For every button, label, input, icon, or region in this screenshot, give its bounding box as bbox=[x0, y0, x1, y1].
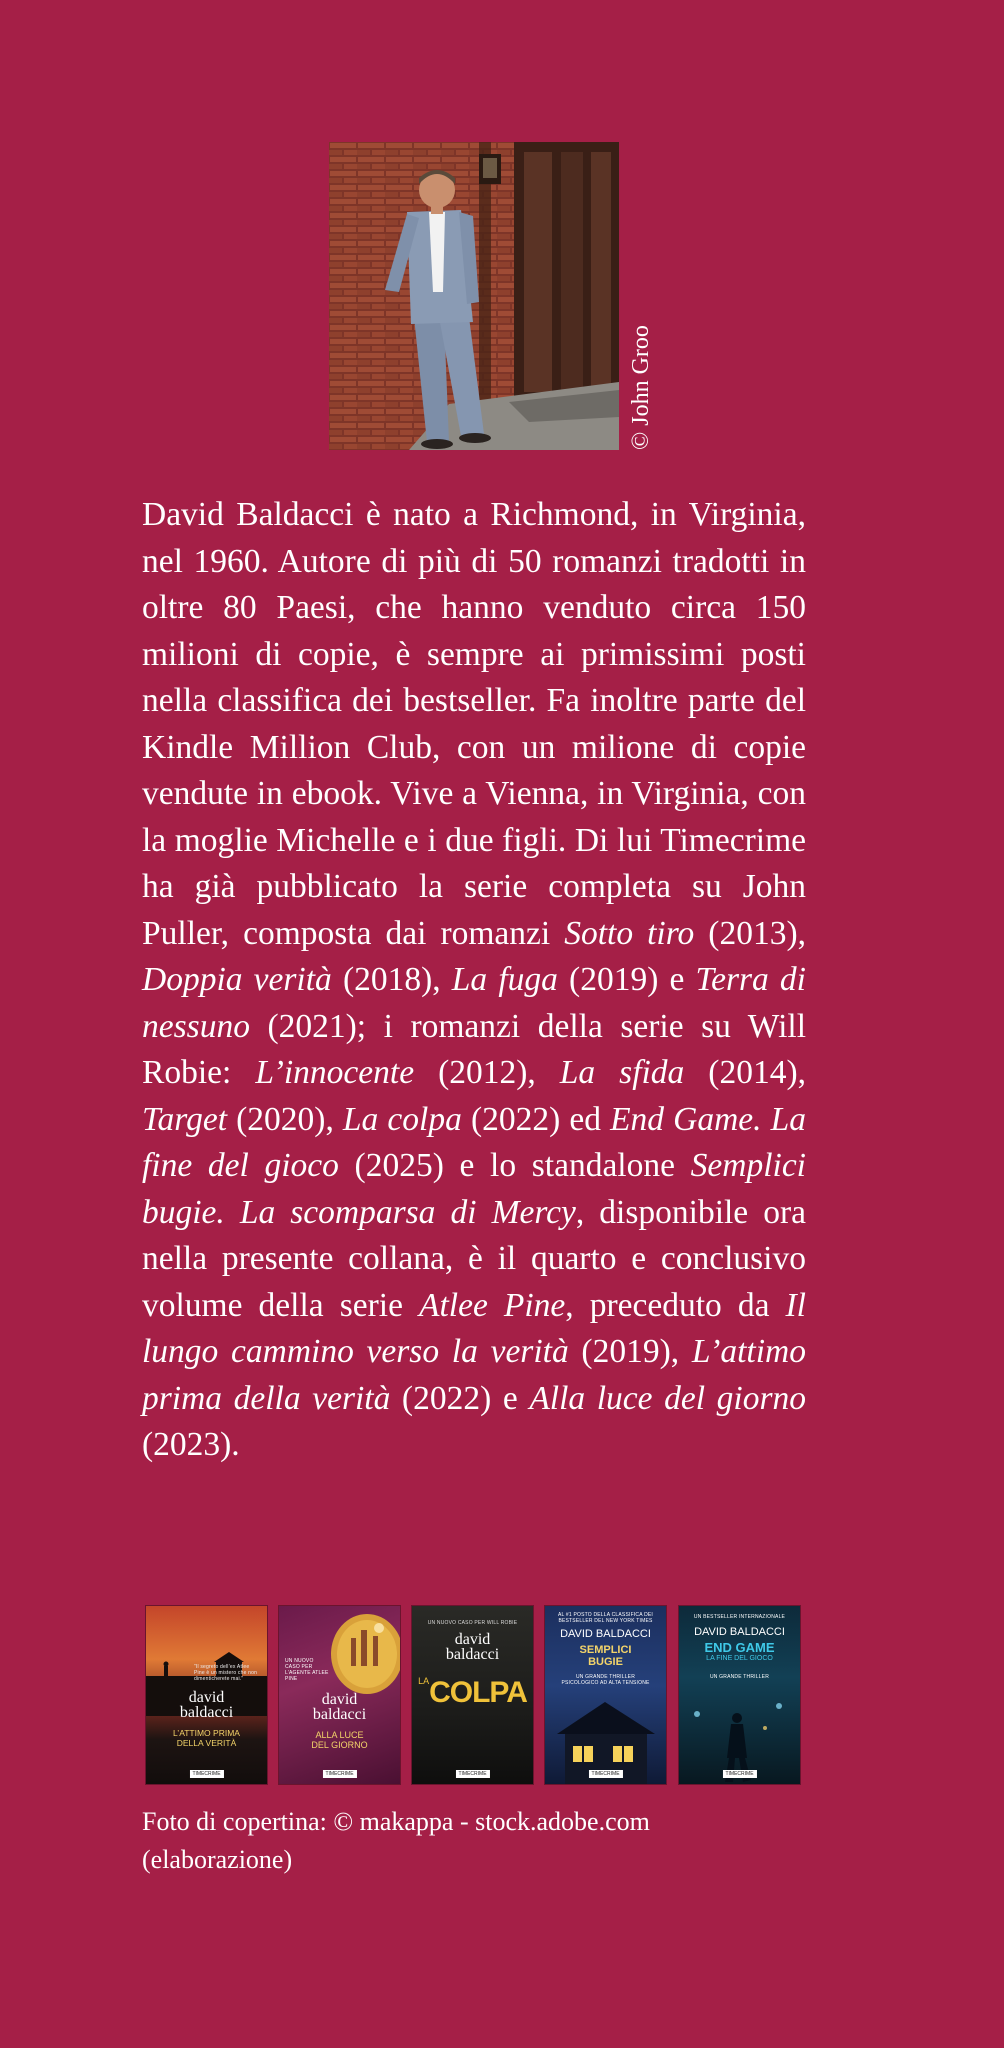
book-cover-la-colpa bbox=[412, 1606, 533, 1784]
cover-tag: UN BESTSELLER INTERNAZIONALE bbox=[693, 1614, 786, 1620]
publisher-logo: TIMECRIME bbox=[455, 1770, 489, 1778]
bio-text: (2023). bbox=[142, 1426, 240, 1463]
cover-author-first: david bbox=[321, 1691, 358, 1708]
bio-title: Il lungo cammino verso la verità bbox=[142, 1286, 806, 1370]
cover-photo-credit bbox=[142, 1803, 842, 1879]
cover-author-last: baldacci bbox=[445, 1646, 500, 1663]
bio-text: (2022) ed bbox=[461, 1100, 611, 1138]
bio-title: Target bbox=[142, 1100, 228, 1138]
book-cover-attimo-prima bbox=[146, 1606, 267, 1784]
author-photo bbox=[329, 142, 619, 450]
bio-text: (2012), bbox=[414, 1054, 560, 1091]
cover-quote: “Il segreto dell’ex Atlee Pine è un mistero che non dimenticherete mai.” bbox=[194, 1664, 258, 1682]
bio-title: La colpa bbox=[342, 1100, 462, 1138]
bio-title: Alla luce del giorno bbox=[529, 1379, 806, 1417]
cover-title-line2: BUGIE bbox=[588, 1656, 623, 1668]
cover-author-first: david bbox=[188, 1689, 225, 1706]
book-covers-row bbox=[146, 1606, 802, 1784]
publisher-logo: TIMECRIME bbox=[722, 1770, 756, 1778]
photo-credit: © John Groo bbox=[628, 325, 654, 450]
bio-text: (2018), bbox=[331, 961, 452, 998]
cover-tag: UN NUOVO CASO PER L’AGENTE ATLEE PINE bbox=[285, 1658, 329, 1682]
cover-title-line2: COLPA bbox=[429, 1676, 527, 1709]
bio-title: End Game. La fine del gioco bbox=[142, 1100, 807, 1184]
bio-title: Semplici bugie. La scomparsa di Mercy bbox=[142, 1147, 806, 1231]
bio-title: L’attimo prima della verità bbox=[142, 1333, 806, 1417]
cover-title-line2: DEL GIORNO bbox=[311, 1740, 368, 1750]
bio-text: (2021); i romanzi della serie su Will Robie: bbox=[142, 1007, 806, 1091]
cover-author: DAVID BALDACCI bbox=[694, 1626, 785, 1638]
bio-text: (2019) e bbox=[557, 961, 696, 998]
cover-tag: AL #1 POSTO DELLA CLASSIFICA DEI BESTSELLER DEL NEW YORK TIMES bbox=[557, 1612, 654, 1624]
cover-subtitle: UN GRANDE THRILLER bbox=[709, 1674, 770, 1680]
cover-author-first: david bbox=[454, 1631, 491, 1648]
bio-text: (2014), bbox=[684, 1054, 806, 1091]
bio-title: L’innocente bbox=[255, 1054, 415, 1091]
cover-author: DAVID BALDACCI bbox=[560, 1628, 651, 1640]
cover-title-line1: END GAME bbox=[704, 1640, 775, 1655]
bio-text: (2019), bbox=[568, 1333, 692, 1370]
cover-title-line2: DELLA VERITÀ bbox=[176, 1738, 237, 1748]
cover-title-line1: ALLA LUCE bbox=[315, 1730, 364, 1740]
book-cover-end-game bbox=[679, 1606, 800, 1784]
cover-title-line2: LA FINE DEL GIOCO bbox=[706, 1655, 773, 1662]
bio-title: Atlee Pine bbox=[419, 1286, 566, 1324]
cover-subtitle: UN GRANDE THRILLER PSICOLOGICO AD ALTA TENSIONE bbox=[561, 1674, 650, 1686]
author-biography bbox=[142, 492, 806, 1469]
bio-text: , preceduto da bbox=[565, 1286, 786, 1324]
bio-title: La fuga bbox=[451, 961, 558, 998]
bio-text: David Baldacci è nato a Richmond, in Virginia, nel 1960. Autore di più di 50 romanzi tradotti in oltre 80 Paesi, che hanno venduto circa 150 milioni di copie, è sempre ai primissimi posti nella classifica dei bestseller. Fa inoltre parte del Kindle Million Club, con un milione di copie vendute in ebook. Vive a Vienna, in Virginia, con la moglie Michelle e i due figli. Di lui Timecrime ha già pubblicato la serie completa su John Puller, composta dai romanzi bbox=[142, 496, 806, 952]
cover-title-line1: LA bbox=[418, 1676, 430, 1686]
cover-title-line1: L’ATTIMO PRIMA bbox=[173, 1728, 240, 1738]
bio-title: La sfida bbox=[559, 1054, 685, 1091]
cover-photo-credit-line1: Foto di copertina: © makappa - stock.adobe.com bbox=[142, 1807, 650, 1836]
walking-figure-icon bbox=[679, 1684, 800, 1784]
bio-text: (2022) e bbox=[390, 1379, 530, 1417]
bio-title: Doppia verità bbox=[142, 961, 332, 998]
bio-text: (2025) e lo standalone bbox=[338, 1147, 691, 1184]
bio-title: Terra di nessuno bbox=[142, 961, 806, 1045]
cover-photo-credit-line2: (elaborazione) bbox=[142, 1845, 293, 1874]
bio-text: , disponibile ora nella presente collana, è il quarto e conclusivo volume della serie bbox=[142, 1193, 806, 1324]
cover-title-line1: SEMPLICI bbox=[579, 1644, 632, 1656]
publisher-logo: TIMECRIME bbox=[588, 1770, 622, 1778]
bio-text: (2013), bbox=[694, 914, 806, 952]
publisher-logo: TIMECRIME bbox=[322, 1770, 356, 1778]
bio-text: (2020), bbox=[227, 1100, 343, 1138]
book-cover-semplici-bugie bbox=[545, 1606, 666, 1784]
cover-tag: UN NUOVO CASO PER WILL ROBIE bbox=[427, 1620, 518, 1626]
book-cover-alla-luce bbox=[279, 1606, 400, 1784]
cover-author-last: baldacci bbox=[179, 1704, 234, 1721]
bio-title: Sotto tiro bbox=[564, 914, 695, 952]
publisher-logo: TIMECRIME bbox=[189, 1770, 223, 1778]
author-photo-illustration bbox=[329, 142, 619, 450]
cover-author-last: baldacci bbox=[312, 1706, 367, 1723]
